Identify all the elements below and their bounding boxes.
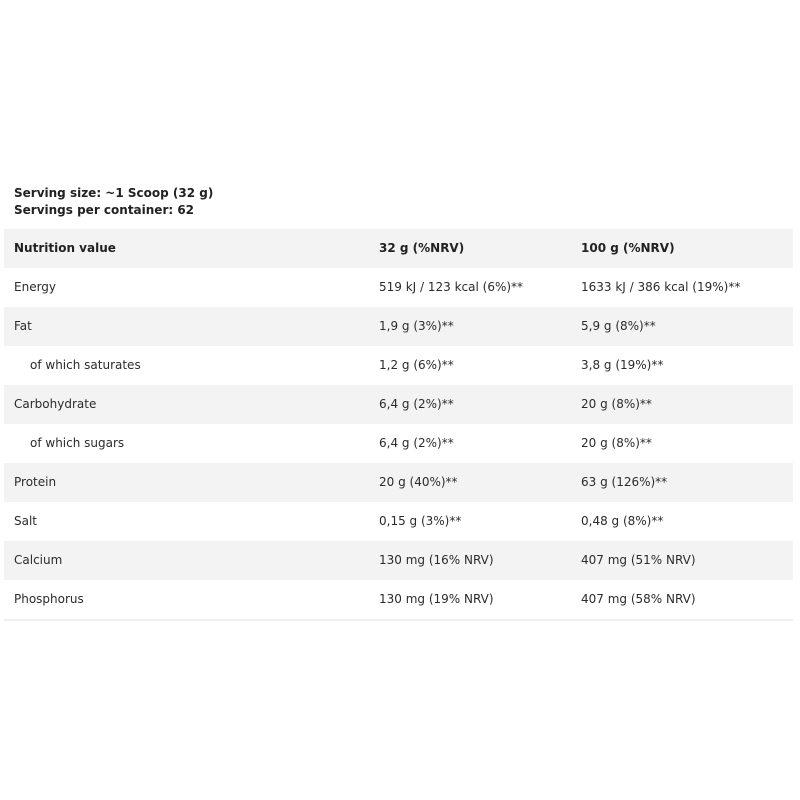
serving-size: Serving size: ~1 Scoop (32 g) [14,186,214,200]
per-serving-value: 6,4 g (2%)** [379,397,454,411]
per-100g-value: 1633 kJ / 386 kcal (19%)** [581,280,741,294]
per-100g-value: 20 g (8%)** [581,436,652,450]
header-nutrition-value: Nutrition value [14,241,116,255]
table-row-carbohydrate [4,385,793,424]
per-serving-value: 130 mg (16% NRV) [379,553,494,567]
per-100g-value: 5,9 g (8%)** [581,319,656,333]
nutrient-name: Protein [14,475,57,489]
nutrient-name: Energy [14,280,57,294]
serving-info [14,185,213,219]
nutrient-name: Calcium [14,553,63,567]
nutrient-name: Phosphorus [14,592,84,606]
table-row-saturates [4,346,793,385]
per-100g-value: 20 g (8%)** [581,397,652,411]
per-serving-value: 1,9 g (3%)** [379,319,454,333]
table-row-fat [4,307,793,346]
table-row-calcium [4,541,793,580]
per-100g-value: 63 g (126%)** [581,475,668,489]
per-100g-value: 407 mg (58% NRV) [581,592,696,606]
per-100g-value: 0,48 g (8%)** [581,514,664,528]
nutrient-name: Salt [14,514,38,528]
per-serving-value: 6,4 g (2%)** [379,436,454,450]
header-per-100g: 100 g (%NRV) [581,241,675,255]
per-serving-value: 20 g (40%)** [379,475,458,489]
table-row-energy [4,268,793,307]
per-serving-value: 519 kJ / 123 kcal (6%)** [379,280,524,294]
per-serving-value: 1,2 g (6%)** [379,358,454,372]
per-100g-value: 407 mg (51% NRV) [581,553,696,567]
table-row-sugars [4,424,793,463]
servings-per-container: Servings per container: 62 [14,203,195,217]
table-row-salt [4,502,793,541]
nutrient-name: of which sugars [30,436,125,450]
per-serving-value: 130 mg (19% NRV) [379,592,494,606]
table-header-row [4,229,793,268]
per-serving-value: 0,15 g (3%)** [379,514,462,528]
table-row-phosphorus [4,580,793,619]
nutrition-table [4,229,793,621]
header-per-serving: 32 g (%NRV) [379,241,465,255]
per-100g-value: 3,8 g (19%)** [581,358,664,372]
table-row-protein [4,463,793,502]
nutrient-name: of which saturates [30,358,141,372]
nutrient-name: Carbohydrate [14,397,97,411]
nutrient-name: Fat [14,319,32,333]
